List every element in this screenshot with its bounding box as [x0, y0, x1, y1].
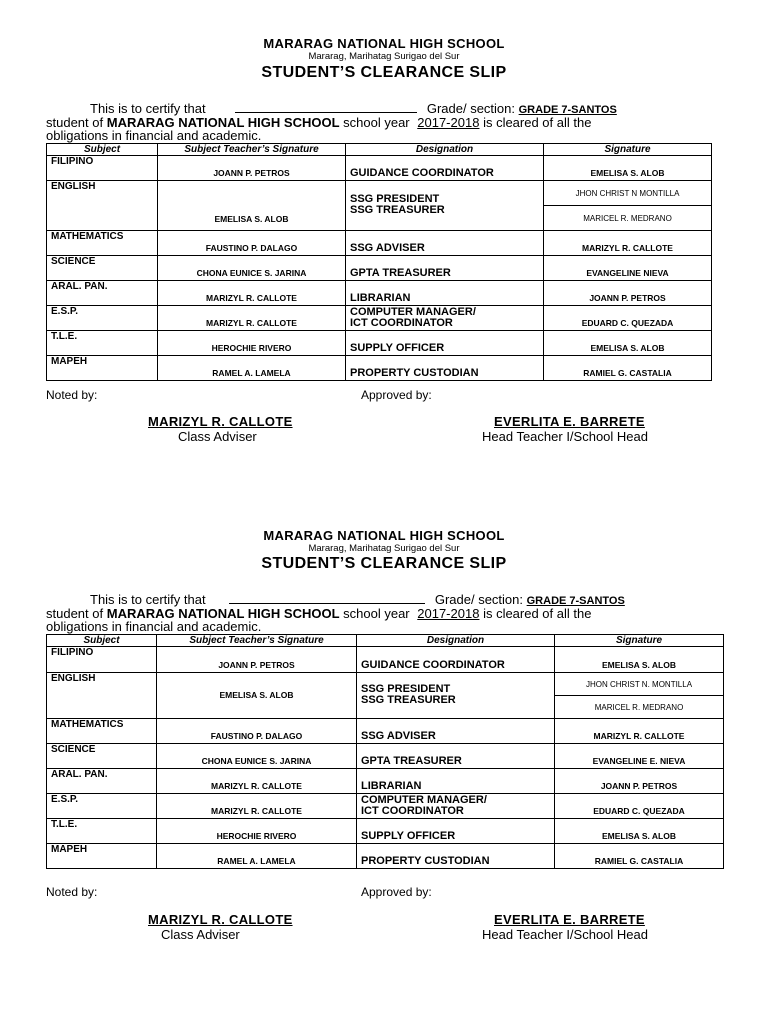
school-name-bold: MARARAG NATIONAL HIGH SCHOOL: [106, 115, 340, 130]
designation-cell: [357, 673, 555, 719]
slip-title: STUDENT’S CLEARANCE SLIP: [261, 555, 507, 572]
designation-line-2: SSG TREASURER: [361, 694, 456, 706]
subject-cell: T.L.E.: [47, 819, 157, 844]
teacher-cell: HEROCHIE RIVERO: [157, 819, 357, 844]
head-role: Head Teacher I/School Head: [482, 429, 648, 444]
designation-line-2: SSG TREASURER: [350, 204, 445, 216]
designation-cell: GUIDANCE COORDINATOR: [346, 156, 544, 181]
grade-value: GRADE 7-SANTOS: [526, 595, 625, 607]
cleared-text: is cleared of all the: [483, 606, 592, 621]
table-row: [47, 156, 712, 181]
teacher-cell: EMELISA S. ALOB: [158, 181, 346, 231]
signature-cell: EVANGELINE NIEVA: [544, 256, 712, 281]
teacher-cell: FAUSTINO P. DALAGO: [157, 719, 357, 744]
header-teacher-signature: Subject Teacher’s Signature: [157, 635, 357, 647]
school-name: MARARAG NATIONAL HIGH SCHOOL: [263, 528, 505, 543]
header-signature: Signature: [544, 144, 712, 156]
signature-cell: JOANN P. PETROS: [544, 281, 712, 306]
student-name-blank[interactable]: [229, 592, 425, 604]
designation-line-1: COMPUTER MANAGER/: [350, 306, 476, 318]
teacher-cell: RAMEL A. LAMELA: [158, 356, 346, 381]
teacher-cell: MARIZYL R. CALLOTE: [157, 769, 357, 794]
certify-prefix: This is to certify that: [90, 592, 206, 607]
school-name-bold: MARARAG NATIONAL HIGH SCHOOL: [106, 606, 340, 621]
subject-cell: SCIENCE: [47, 256, 158, 281]
subject-cell: MAPEH: [47, 844, 157, 869]
subject-cell: ARAL. PAN.: [47, 769, 157, 794]
signature-cell: EMELISA S. ALOB: [555, 647, 724, 673]
table-row: [47, 769, 724, 794]
signature-cell: EMELISA S. ALOB: [555, 819, 724, 844]
cleared-text: is cleared of all the: [483, 115, 592, 130]
designation-cell: [346, 181, 544, 231]
table-row: [47, 794, 724, 819]
subject-cell: FILIPINO: [47, 647, 157, 673]
adviser-role: Class Adviser: [161, 927, 240, 942]
subject-cell: MAPEH: [47, 356, 158, 381]
subject-cell: E.S.P.: [47, 306, 158, 331]
table-header-row: [47, 144, 712, 156]
designation-cell: [357, 794, 555, 819]
signature-cell: EMELISA S. ALOB: [544, 156, 712, 181]
clearance-table: [46, 634, 724, 869]
teacher-cell: JOANN P. PETROS: [158, 156, 346, 181]
designation-cell: SUPPLY OFFICER: [346, 331, 544, 356]
slip-title: STUDENT’S CLEARANCE SLIP: [261, 64, 507, 81]
table-row: [47, 331, 712, 356]
header-signature: Signature: [555, 635, 724, 647]
teacher-cell: MARIZYL R. CALLOTE: [157, 794, 357, 819]
signature-line-2: MARICEL R. MEDRANO: [594, 703, 684, 712]
signature-cell: RAMIEL G. CASTALIA: [544, 356, 712, 381]
teacher-cell: MARIZYL R. CALLOTE: [158, 306, 346, 331]
certify-prefix: This is to certify that: [90, 101, 206, 116]
table-row: [47, 647, 724, 673]
table-row: [47, 306, 712, 331]
table-row: [47, 844, 724, 869]
table-row: [47, 673, 724, 719]
teacher-cell: RAMEL A. LAMELA: [157, 844, 357, 869]
school-year-label: school year: [343, 115, 410, 130]
signature-line-1: JHON CHRIST N MONTILLA: [544, 181, 711, 206]
signature-line-1: JHON CHRIST N. MONTILLA: [555, 673, 723, 696]
header-subject: Subject: [47, 144, 158, 156]
signature-cell: [544, 181, 712, 231]
signature-cell: MARIZYL R. CALLOTE: [544, 231, 712, 256]
designation-cell: PROPERTY CUSTODIAN: [357, 844, 555, 869]
school-name: MARARAG NATIONAL HIGH SCHOOL: [263, 36, 505, 51]
school-address: Mararag, Marihatag Surigao del Sur: [308, 543, 460, 554]
subject-cell: SCIENCE: [47, 744, 157, 769]
teacher-cell: FAUSTINO P. DALAGO: [158, 231, 346, 256]
teacher-cell: MARIZYL R. CALLOTE: [158, 281, 346, 306]
subject-cell: MATHEMATICS: [47, 231, 158, 256]
obligations-line: obligations in financial and academic.: [46, 128, 262, 143]
table-row: [47, 744, 724, 769]
grade-label: Grade/ section:: [434, 592, 523, 607]
approved-by-label: Approved by:: [361, 885, 432, 899]
designation-cell: GUIDANCE COORDINATOR: [357, 647, 555, 673]
subject-cell: FILIPINO: [47, 156, 158, 181]
teacher-cell: CHONA EUNICE S. JARINA: [158, 256, 346, 281]
signature-cell: EMELISA S. ALOB: [544, 331, 712, 356]
table-row: [47, 719, 724, 744]
school-year: 2017-2018: [417, 115, 480, 130]
noted-by-label: Noted by:: [46, 885, 98, 899]
teacher-cell: HEROCHIE RIVERO: [158, 331, 346, 356]
designation-cell: PROPERTY CUSTODIAN: [346, 356, 544, 381]
school-year: 2017-2018: [417, 606, 480, 621]
head-name: EVERLITA E. BARRETE: [494, 912, 645, 927]
teacher-cell: CHONA EUNICE S. JARINA: [157, 744, 357, 769]
header-designation: Designation: [357, 635, 555, 647]
adviser-name: MARIZYL R. CALLOTE: [148, 414, 293, 429]
signature-cell: EDUARD C. QUEZADA: [555, 794, 724, 819]
certify-line: [90, 101, 617, 116]
designation-cell: LIBRARIAN: [346, 281, 544, 306]
table-row: [47, 231, 712, 256]
designation-line-1: SSG PRESIDENT: [361, 683, 451, 695]
certify-line: [90, 592, 625, 607]
school-address: Mararag, Marihatag Surigao del Sur: [308, 51, 460, 62]
subject-cell: ENGLISH: [47, 673, 157, 719]
noted-by-label: Noted by:: [46, 388, 98, 402]
header-teacher-signature: Subject Teacher’s Signature: [158, 144, 346, 156]
school-year-label: school year: [343, 606, 410, 621]
student-name-blank[interactable]: [235, 101, 417, 113]
approved-by-label: Approved by:: [361, 388, 432, 402]
designation-cell: SSG ADVISER: [346, 231, 544, 256]
designation-line-1: COMPUTER MANAGER/: [361, 794, 487, 806]
subject-cell: T.L.E.: [47, 331, 158, 356]
designation-cell: GPTA TREASURER: [357, 744, 555, 769]
designation-line-2: ICT COORDINATOR: [361, 805, 464, 817]
header-subject: Subject: [47, 635, 157, 647]
grade-label: Grade/ section:: [426, 101, 515, 116]
subject-cell: E.S.P.: [47, 794, 157, 819]
teacher-cell: JOANN P. PETROS: [157, 647, 357, 673]
designation-line-1: SSG PRESIDENT: [350, 193, 440, 205]
subject-cell: ARAL. PAN.: [47, 281, 158, 306]
adviser-name: MARIZYL R. CALLOTE: [148, 912, 293, 927]
signature-cell: [555, 673, 724, 719]
signature-cell: EDUARD C. QUEZADA: [544, 306, 712, 331]
designation-cell: GPTA TREASURER: [346, 256, 544, 281]
table-row: [47, 356, 712, 381]
subject-cell: MATHEMATICS: [47, 719, 157, 744]
designation-cell: SSG ADVISER: [357, 719, 555, 744]
designation-cell: LIBRARIAN: [357, 769, 555, 794]
subject-cell: ENGLISH: [47, 181, 158, 231]
signature-cell: MARIZYL R. CALLOTE: [555, 719, 724, 744]
signature-cell: RAMIEL G. CASTALIA: [555, 844, 724, 869]
adviser-role: Class Adviser: [178, 429, 257, 444]
clearance-table: [46, 143, 712, 381]
designation-line-2: ICT COORDINATOR: [350, 317, 453, 329]
head-role: Head Teacher I/School Head: [482, 927, 648, 942]
table-row: [47, 181, 712, 231]
student-of-text: student of: [46, 606, 104, 621]
teacher-cell: EMELISA S. ALOB: [157, 673, 357, 719]
table-row: [47, 256, 712, 281]
designation-cell: [346, 306, 544, 331]
obligations-line: obligations in financial and academic.: [46, 619, 262, 634]
signature-cell: JOANN P. PETROS: [555, 769, 724, 794]
designation-cell: SUPPLY OFFICER: [357, 819, 555, 844]
table-header-row: [47, 635, 724, 647]
signature-line-2: MARICEL R. MEDRANO: [583, 214, 672, 223]
grade-value: GRADE 7-SANTOS: [518, 104, 617, 116]
student-of-text: student of: [46, 115, 104, 130]
head-name: EVERLITA E. BARRETE: [494, 414, 645, 429]
table-row: [47, 819, 724, 844]
table-row: [47, 281, 712, 306]
header-designation: Designation: [346, 144, 544, 156]
signature-cell: EVANGELINE E. NIEVA: [555, 744, 724, 769]
